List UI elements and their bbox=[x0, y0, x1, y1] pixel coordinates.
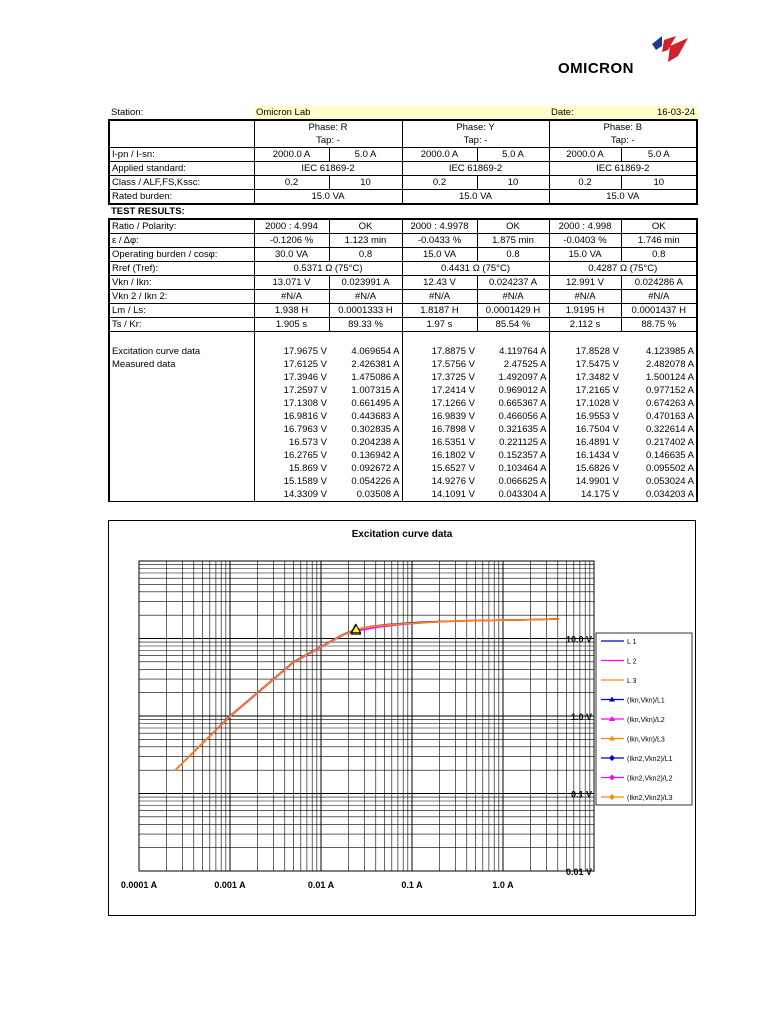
tap-row bbox=[109, 134, 697, 148]
excitation-row bbox=[109, 436, 697, 449]
legend-label: L 3 bbox=[627, 678, 637, 685]
tap-b: Tap: - bbox=[549, 134, 697, 148]
excitation-row bbox=[109, 358, 697, 371]
standard-r: IEC 61869-2 bbox=[254, 162, 402, 176]
burden-label: Rated burden: bbox=[109, 190, 254, 205]
omicron-logo bbox=[558, 36, 698, 76]
excitation-cell: 0.103464 A bbox=[477, 462, 549, 475]
rref-b: 0.4287 Ω (75°C) bbox=[549, 262, 697, 276]
ratio-label: Ratio / Polarity: bbox=[109, 219, 254, 234]
excitation-cell: 0.661495 A bbox=[329, 397, 402, 410]
burden-r: 15.0 VA bbox=[254, 190, 402, 205]
y-tick-label: 1.0 V bbox=[570, 712, 592, 722]
excitation-cell: 0.977152 A bbox=[621, 384, 697, 397]
excitation-cell: 1.475086 A bbox=[329, 371, 402, 384]
chart-svg bbox=[109, 521, 694, 914]
excitation-cell: 0.152357 A bbox=[477, 449, 549, 462]
excitation-cell: 0.066625 A bbox=[477, 475, 549, 488]
excitation-cell: 17.6125 V bbox=[283, 359, 327, 370]
x-tick-label: 1.0 A bbox=[492, 880, 514, 890]
isn-r: 5.0 A bbox=[329, 148, 402, 162]
x-tick-label: 0.0001 A bbox=[120, 880, 158, 890]
excitation-cell: 17.3725 V bbox=[431, 372, 475, 383]
excitation-cell: 15.6527 V bbox=[431, 463, 475, 474]
phase-row bbox=[109, 120, 697, 134]
class-label: Class / ALF,FS,Kssc: bbox=[109, 176, 254, 190]
opb-b: 15.0 VA bbox=[549, 248, 621, 262]
standard-y: IEC 61869-2 bbox=[402, 162, 549, 176]
cos-b: 0.8 bbox=[621, 248, 697, 262]
excitation-cell: 16.1434 V bbox=[575, 450, 620, 461]
phase-r: Phase: R bbox=[254, 120, 402, 134]
alf-y: 10 bbox=[477, 176, 549, 190]
excitation-cell: 16.5351 V bbox=[431, 437, 475, 448]
excitation-cell: 14.175 V bbox=[549, 488, 621, 502]
dphi-y: 1.875 min bbox=[477, 234, 549, 248]
kr-y: 85.54 % bbox=[477, 318, 549, 332]
report-table bbox=[108, 106, 698, 502]
ipn-y: 2000.0 A bbox=[402, 148, 477, 162]
vkn2-b: #N/A bbox=[549, 290, 621, 304]
excitation-chart bbox=[108, 520, 696, 916]
excitation-row bbox=[109, 449, 697, 462]
ts-row bbox=[109, 318, 697, 332]
ts-b: 2.112 s bbox=[549, 318, 621, 332]
burden-b: 15.0 VA bbox=[549, 190, 697, 205]
class-b: 0.2 bbox=[549, 176, 621, 190]
y-tick-label: 0.01 V bbox=[565, 867, 592, 877]
opburden-label: Operating burden / cosφ: bbox=[109, 248, 254, 262]
ts-r: 1.905 s bbox=[254, 318, 329, 332]
ikn2-b: #N/A bbox=[621, 290, 697, 304]
measured-label: Measured data bbox=[109, 358, 254, 371]
alf-r: 10 bbox=[329, 176, 402, 190]
excitation-cell: 14.3309 V bbox=[254, 488, 329, 502]
legend-label: (Ikn2,Vkn2)/L1 bbox=[627, 756, 673, 763]
legend-label: (Ikn2,Vkn2)/L2 bbox=[627, 775, 673, 783]
y-tick-label: 0.1 V bbox=[570, 789, 592, 800]
ipn-r: 2000.0 A bbox=[254, 148, 329, 162]
standard-b: IEC 61869-2 bbox=[549, 162, 697, 176]
station-value: Omicron Lab bbox=[254, 106, 549, 120]
ratio-y: 2000 : 4.9978 bbox=[402, 219, 477, 234]
excitation-cell: 17.3482 V bbox=[575, 372, 620, 383]
phase-b: Phase: B bbox=[549, 120, 697, 134]
excitation-cell: 4.069654 A bbox=[329, 345, 402, 358]
rref-label: Rref (Tref): bbox=[109, 262, 254, 276]
legend-label: (Ikn,Vkn)/L1 bbox=[627, 697, 665, 705]
excitation-cell: 14.9901 V bbox=[575, 476, 620, 487]
eps-r: -0.1206 % bbox=[254, 234, 329, 248]
test-results-heading: TEST RESULTS: bbox=[111, 206, 185, 217]
excitation-cell: 17.8875 V bbox=[431, 346, 475, 357]
ratio-r: 2000 : 4.994 bbox=[254, 219, 329, 234]
excitation-cell: 1.007315 A bbox=[329, 384, 402, 397]
excitation-cell: 15.1589 V bbox=[283, 476, 327, 487]
test-results-row bbox=[109, 204, 697, 219]
excitation-cell: 2.47525 A bbox=[477, 358, 549, 371]
opb-y: 15.0 VA bbox=[402, 248, 477, 262]
cos-y: 0.8 bbox=[477, 248, 549, 262]
legend-label: L 2 bbox=[627, 658, 637, 666]
lm-r: 1.938 H bbox=[254, 304, 329, 318]
excitation-cell: 16.9839 V bbox=[431, 411, 475, 422]
standard-label: Applied standard: bbox=[109, 162, 254, 176]
excitation-cell: 4.119764 A bbox=[477, 345, 549, 358]
standard-row bbox=[109, 162, 697, 176]
excitation-row bbox=[109, 410, 697, 423]
eps-b: -0.0403 % bbox=[549, 234, 621, 248]
excitation-cell: 17.2414 V bbox=[431, 385, 475, 396]
pol-y: OK bbox=[477, 219, 549, 234]
excitation-cell: 0.136942 A bbox=[329, 449, 402, 462]
excitation-cell: 0.043304 A bbox=[477, 488, 549, 502]
excitation-cell: 17.1266 V bbox=[431, 398, 475, 409]
lm-b: 1.9195 H bbox=[549, 304, 621, 318]
logo-text: OMICRON bbox=[558, 60, 634, 77]
excitation-cell: 0.674263 A bbox=[621, 397, 697, 410]
excitation-cell: 0.443683 A bbox=[329, 410, 402, 423]
x-tick-label: 0.001 A bbox=[214, 880, 246, 890]
date-value: 16-03-24 bbox=[621, 106, 697, 120]
excitation-cell: 17.8528 V bbox=[575, 346, 620, 357]
eps-row bbox=[109, 234, 697, 248]
eps-label: ε / Δφ: bbox=[109, 234, 254, 248]
ls-r: 0.0001333 H bbox=[329, 304, 402, 318]
excitation-cell: 0.034203 A bbox=[621, 488, 697, 502]
kr-b: 88.75 % bbox=[621, 318, 697, 332]
excitation-table bbox=[109, 345, 697, 502]
x-tick-label: 0.1 A bbox=[401, 880, 423, 890]
pol-b: OK bbox=[621, 219, 697, 234]
pol-r: OK bbox=[329, 219, 402, 234]
excitation-label: Excitation curve data bbox=[109, 345, 254, 358]
excitation-cell: 16.7898 V bbox=[431, 424, 475, 435]
excitation-cell: 15.869 V bbox=[288, 463, 327, 474]
excitation-cell: 0.470163 A bbox=[621, 410, 697, 423]
excitation-cell: 17.1028 V bbox=[575, 398, 620, 409]
excitation-cell: 0.053024 A bbox=[621, 475, 697, 488]
class-row bbox=[109, 176, 697, 190]
tap-r: Tap: - bbox=[254, 134, 402, 148]
legend-label: (Ikn,Vkn)/L3 bbox=[627, 736, 665, 744]
excitation-row bbox=[109, 345, 697, 358]
ikn2-y: #N/A bbox=[477, 290, 549, 304]
cos-r: 0.8 bbox=[329, 248, 402, 262]
excitation-row bbox=[109, 384, 697, 397]
ikn2-r: #N/A bbox=[329, 290, 402, 304]
station-label: Station: bbox=[111, 107, 144, 118]
excitation-cell: 17.2597 V bbox=[283, 385, 327, 396]
chart-title: Excitation curve data bbox=[351, 529, 453, 540]
excitation-cell: 0.204238 A bbox=[329, 436, 402, 449]
excitation-row bbox=[109, 462, 697, 475]
ikn-r: 0.023991 A bbox=[329, 276, 402, 290]
excitation-cell: 0.03508 A bbox=[329, 488, 402, 502]
vkn2-r: #N/A bbox=[254, 290, 329, 304]
vkn2-y: #N/A bbox=[402, 290, 477, 304]
ipn-b: 2000.0 A bbox=[549, 148, 621, 162]
lm-label: Lm / Ls: bbox=[109, 304, 254, 318]
burden-row bbox=[109, 190, 697, 205]
excitation-row bbox=[109, 475, 697, 488]
dphi-b: 1.746 min bbox=[621, 234, 697, 248]
excitation-cell: 16.1802 V bbox=[431, 450, 475, 461]
excitation-cell: 16.7963 V bbox=[283, 424, 327, 435]
excitation-cell: 4.123985 A bbox=[621, 345, 697, 358]
excitation-cell: 0.321635 A bbox=[477, 423, 549, 436]
opburden-row bbox=[109, 248, 697, 262]
tap-y: Tap: - bbox=[402, 134, 549, 148]
isn-y: 5.0 A bbox=[477, 148, 549, 162]
excitation-cell: 16.7504 V bbox=[575, 424, 620, 435]
opb-r: 30.0 VA bbox=[254, 248, 329, 262]
excitation-cell: 2.482078 A bbox=[621, 358, 697, 371]
spacer-row bbox=[109, 332, 697, 346]
excitation-row bbox=[109, 397, 697, 410]
excitation-cell: 2.426381 A bbox=[329, 358, 402, 371]
excitation-cell: 0.969012 A bbox=[477, 384, 549, 397]
lm-y: 1.8187 H bbox=[402, 304, 477, 318]
excitation-cell: 17.1308 V bbox=[283, 398, 327, 409]
excitation-cell: 0.322614 A bbox=[621, 423, 697, 436]
phase-y: Phase: Y bbox=[402, 120, 549, 134]
ls-y: 0.0001429 H bbox=[477, 304, 549, 318]
excitation-cell: 0.221125 A bbox=[477, 436, 549, 449]
ratio-b: 2000 : 4.998 bbox=[549, 219, 621, 234]
legend-label: (Ikn,Vkn)/L2 bbox=[627, 717, 665, 724]
excitation-cell: 14.9276 V bbox=[431, 476, 475, 487]
excitation-cell: 16.2765 V bbox=[283, 450, 327, 461]
y-tick-label: 10.0 V bbox=[565, 634, 592, 645]
excitation-cell: 16.573 V bbox=[288, 437, 327, 448]
excitation-cell: 0.217402 A bbox=[621, 436, 697, 449]
rref-y: 0.4431 Ω (75°C) bbox=[402, 262, 549, 276]
excitation-cell: 15.6826 V bbox=[575, 463, 620, 474]
excitation-cell: 0.665367 A bbox=[477, 397, 549, 410]
legend-label: L 1 bbox=[627, 639, 637, 646]
excitation-row bbox=[109, 371, 697, 384]
excitation-cell: 0.092672 A bbox=[329, 462, 402, 475]
excitation-cell: 0.302835 A bbox=[329, 423, 402, 436]
excitation-cell: 0.054226 A bbox=[329, 475, 402, 488]
report-sheet bbox=[108, 106, 696, 502]
vkn2-label: Vkn 2 / Ikn 2: bbox=[109, 290, 254, 304]
legend-label: (Ikn2,Vkn2)/L3 bbox=[627, 795, 673, 802]
excitation-cell: 17.5475 V bbox=[575, 359, 620, 370]
burden-y: 15.0 VA bbox=[402, 190, 549, 205]
excitation-cell: 14.1091 V bbox=[402, 488, 477, 502]
excitation-cell: 1.500124 A bbox=[621, 371, 697, 384]
omicron-mark-icon bbox=[646, 36, 690, 64]
vkn-label: Vkn / Ikn: bbox=[109, 276, 254, 290]
excitation-cell: 16.9553 V bbox=[575, 411, 620, 422]
x-tick-label: 0.01 A bbox=[307, 880, 335, 890]
station-row bbox=[109, 106, 697, 120]
excitation-cell: 0.146635 A bbox=[621, 449, 697, 462]
ikn-y: 0.024237 A bbox=[477, 276, 549, 290]
ts-y: 1.97 s bbox=[402, 318, 477, 332]
vkn-y: 12.43 V bbox=[402, 276, 477, 290]
excitation-cell: 1.492097 A bbox=[477, 371, 549, 384]
ipn-label: I-pn / I-sn: bbox=[109, 148, 254, 162]
kr-r: 89.33 % bbox=[329, 318, 402, 332]
vkn-b: 12.991 V bbox=[549, 276, 621, 290]
vkn2-row bbox=[109, 290, 697, 304]
excitation-cell: 16.9816 V bbox=[283, 411, 327, 422]
excitation-cell: 17.3946 V bbox=[283, 372, 327, 383]
excitation-cell: 17.5756 V bbox=[431, 359, 475, 370]
ts-label: Ts / Kr: bbox=[109, 318, 254, 332]
excitation-cell: 17.2165 V bbox=[575, 385, 620, 396]
excitation-row bbox=[109, 488, 697, 502]
isn-b: 5.0 A bbox=[621, 148, 697, 162]
class-r: 0.2 bbox=[254, 176, 329, 190]
ipn-row bbox=[109, 148, 697, 162]
rref-row bbox=[109, 262, 697, 276]
dphi-r: 1.123 min bbox=[329, 234, 402, 248]
rref-r: 0.5371 Ω (75°C) bbox=[254, 262, 402, 276]
excitation-cell: 17.9675 V bbox=[283, 346, 327, 357]
excitation-cell: 0.095502 A bbox=[621, 462, 697, 475]
lm-row bbox=[109, 304, 697, 318]
excitation-cell: 0.466056 A bbox=[477, 410, 549, 423]
ikn-b: 0.024286 A bbox=[621, 276, 697, 290]
eps-y: -0.0433 % bbox=[402, 234, 477, 248]
vkn-r: 13.071 V bbox=[254, 276, 329, 290]
vkn-row bbox=[109, 276, 697, 290]
class-y: 0.2 bbox=[402, 176, 477, 190]
excitation-cell: 16.4891 V bbox=[575, 437, 620, 448]
date-label: Date: bbox=[549, 106, 621, 120]
ls-b: 0.0001437 H bbox=[621, 304, 697, 318]
excitation-row bbox=[109, 423, 697, 436]
ratio-row bbox=[109, 219, 697, 234]
alf-b: 10 bbox=[621, 176, 697, 190]
